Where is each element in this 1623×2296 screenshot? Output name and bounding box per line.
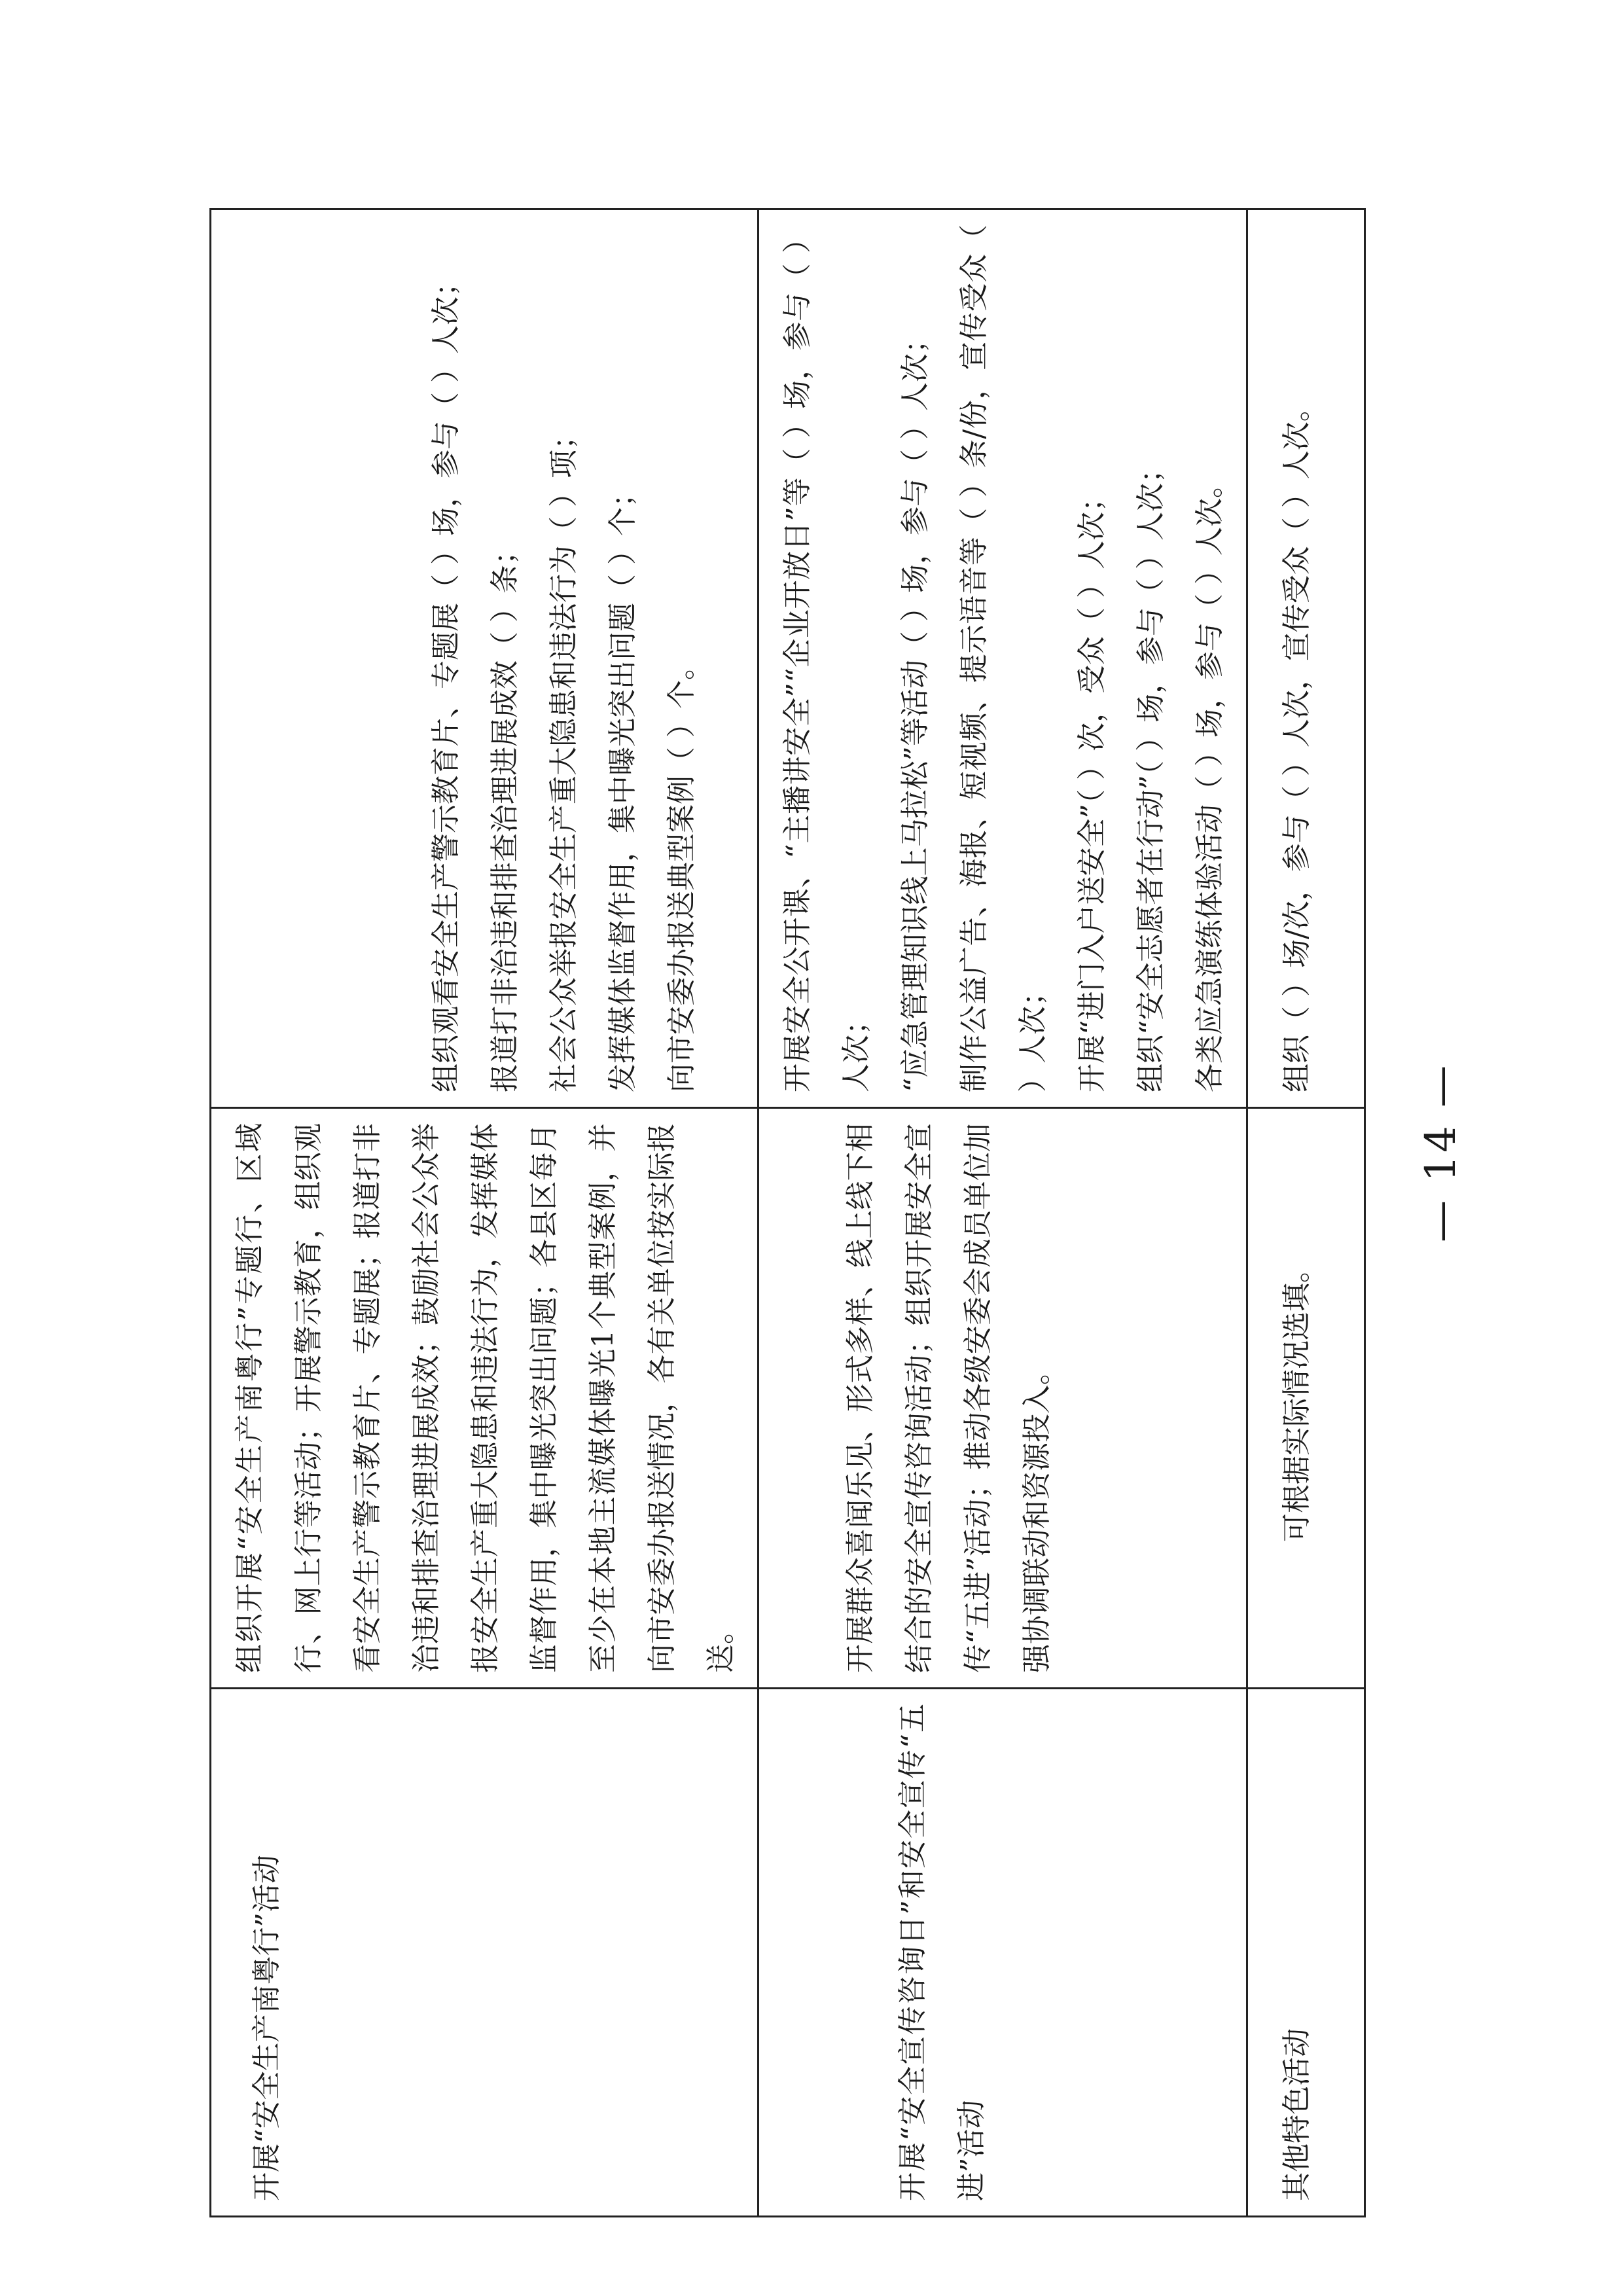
requirement-cell <box>758 1108 1247 1689</box>
stat-line: “应急管理知识线上马拉松”等活动（ ）场，参与（ ）人次； <box>899 325 932 1092</box>
stat-line: 组织（ ）场/次，参与（ ）人次，宣传受众（ ）人次。 <box>1280 393 1313 1092</box>
stat-line: 发挥媒体监督作用，集中曝光突出问题（ ）个； <box>606 478 639 1092</box>
requirement-text: 开展群众喜闻乐见、形式多样、线上线下相结合的安全宣传咨询活动；组织开展安全宣传“五进”活动；推动各级安委会成员单位加强协调联动和资源投入。 <box>844 1123 1054 1673</box>
requirement-text: 组织开展“安全生产南粤行”专题行、区域行、网上行等活动；开展警示教育，组织观看安全生产警示教育片、专题展；报道打非治违和排查治理进展成效；鼓励社会公众举报安全生产重大隐患和违法行为，发挥媒体监督作用，集中曝光突出问题；各县区每月至少在本地主流媒体曝光1个典型案例，并向市安委办报送情况，各有关单位按实际报送。 <box>233 1123 738 1673</box>
activity-name-cell <box>211 1689 758 2217</box>
stat-line: 开展“进门入户送安全”（ ）次，受众（ ）人次； <box>1075 483 1109 1092</box>
stats-cell <box>211 209 758 1108</box>
stat-line: 开展安全公开课、“主播讲安全”“企业开放日”等（ ）场，参与（ ）人次； <box>781 224 873 1092</box>
stat-line: 各类应急演练体验活动（ ）场，参与（ ）人次。 <box>1193 469 1226 1092</box>
table-row <box>211 209 758 2217</box>
stat-line: 向市安委办报送典型案例（ ）个。 <box>665 651 698 1092</box>
activity-name: 开展“安全宣传咨询日”和安全宣传“五进”活动 <box>896 1704 988 2201</box>
stat-line: 制作公益广告、海报、短视频、提示语音等（ ）条/份，宣传受众（ ）人次； <box>957 224 1050 1092</box>
requirement-cell <box>211 1108 758 1689</box>
table-row <box>758 209 1247 2217</box>
activity-name-cell <box>1247 1689 1365 2217</box>
requirement-cell <box>1247 1108 1365 1689</box>
stats-cell <box>758 209 1247 1108</box>
page-number: — 14 — <box>1417 1062 1465 1242</box>
activity-name-cell <box>758 1689 1247 2217</box>
stat-line: 社会公众举报安全生产重大隐患和违法行为（ ）项； <box>547 421 580 1092</box>
activity-name: 开展“安全生产南粤行”活动 <box>250 1855 283 2201</box>
stat-line: 组织“安全志愿者在行动”（ ）场，参与（ ）人次； <box>1134 454 1168 1092</box>
requirement-text: 可根据实际情况选填。 <box>1280 1254 1313 1542</box>
activity-name: 其他特色活动 <box>1280 2028 1313 2201</box>
stats-cell <box>1247 209 1365 1108</box>
table-row <box>1247 209 1365 2217</box>
stat-line: 报道打非治违和排查治理进展成效（ ）条； <box>488 536 522 1092</box>
stat-line: 组织观看安全生产警示教育片、专题展（ ）场，参与（ ）人次； <box>429 268 463 1092</box>
activity-table <box>209 208 1366 2217</box>
